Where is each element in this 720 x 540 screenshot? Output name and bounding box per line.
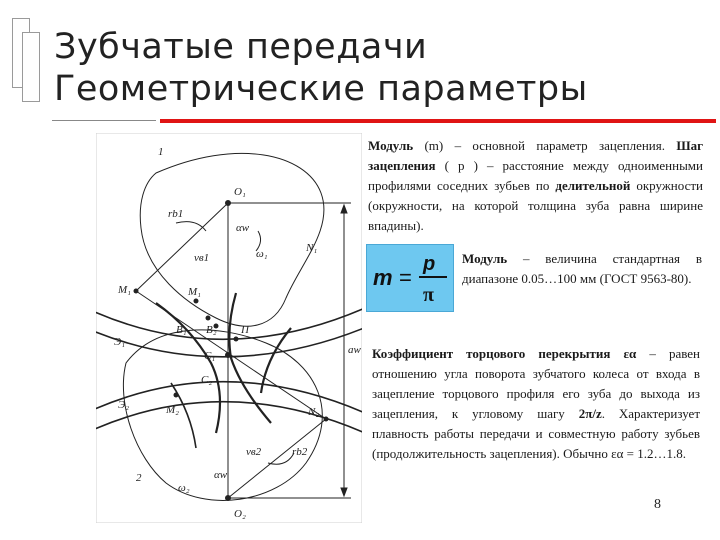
contact-ratio-text-2: . Характеризует плавность работы передачи и совместную работу зубьев (продолжительность зацепления). Обычно bbox=[372, 406, 701, 461]
label-B2: B₂ bbox=[206, 324, 217, 336]
label-aw1: αw bbox=[236, 222, 250, 234]
formula-denominator: π bbox=[423, 284, 434, 306]
pitch-circle-definition: окружности (окружности, на которой толщина зуба равна ширине впадины). bbox=[368, 178, 703, 233]
label-M1b: M₁ bbox=[188, 286, 201, 298]
label-C2: C₂ bbox=[201, 374, 213, 386]
title-line-2: Геометрические параметры bbox=[54, 69, 588, 109]
gear-diagram-svg bbox=[96, 133, 362, 523]
label-E1: Э₁ bbox=[114, 336, 126, 348]
slide-title bbox=[54, 26, 588, 110]
title-line-1: Зубчатые передачи bbox=[54, 27, 428, 67]
contact-ratio-range: = 1.2…1.8. bbox=[623, 446, 686, 461]
label-w1: ω₁ bbox=[256, 248, 268, 260]
label-vb2: νв2 bbox=[246, 446, 262, 458]
paragraph-module-standard bbox=[462, 249, 702, 289]
formula-equals: = bbox=[399, 265, 412, 290]
paragraph-module-pitch bbox=[368, 136, 703, 236]
term-contact-ratio: Коэффициент торцового перекрытия bbox=[372, 346, 611, 361]
title-underline-red bbox=[160, 119, 716, 123]
label-1: 1 bbox=[158, 146, 164, 158]
label-N1: N₁ bbox=[306, 242, 318, 254]
label-O2: O₂ bbox=[234, 508, 246, 520]
label-w2: ω₂ bbox=[178, 482, 190, 494]
label-rb1: rb1 bbox=[168, 208, 184, 220]
label-P: П bbox=[241, 324, 249, 336]
term-pitch: Шаг зацепления bbox=[368, 138, 703, 173]
angular-pitch-formula: 2π/z bbox=[578, 406, 602, 421]
label-aw2: αw bbox=[214, 469, 228, 481]
term-module: Модуль bbox=[368, 138, 414, 153]
label-O1: O₁ bbox=[234, 186, 246, 198]
contact-ratio-text-1: – равен отношению угла поворота зубчатого колеса от входа в зацепление торцового профиля его зуба до выхода из зацепления, к угловому шагу bbox=[372, 346, 701, 421]
label-M1: M₁ bbox=[118, 284, 131, 296]
decorative-box bbox=[22, 32, 40, 102]
formula-numerator: p bbox=[423, 253, 436, 275]
label-vb1: νв1 bbox=[194, 252, 210, 264]
contact-ratio-symbol-2: εα bbox=[611, 446, 624, 461]
gear-mesh-diagram bbox=[96, 133, 362, 523]
label-aw: aw bbox=[348, 344, 361, 356]
formula-svg bbox=[367, 245, 453, 311]
label-2: 2 bbox=[136, 472, 142, 484]
module-definition: (m) – основной параметр зацепления. bbox=[413, 138, 665, 153]
label-C1: C₁ bbox=[204, 350, 216, 362]
label-E2: Э₂ bbox=[118, 399, 130, 411]
label-B1: B₁ bbox=[176, 324, 187, 336]
page-number: 8 bbox=[654, 497, 661, 512]
formula-lhs: m bbox=[373, 265, 393, 290]
label-M2: M₂ bbox=[166, 404, 179, 416]
label-N2: N₂ bbox=[308, 406, 320, 418]
paragraph-contact-ratio bbox=[372, 344, 700, 464]
label-rb2: rb2 bbox=[292, 446, 308, 458]
pitch-definition: ( p ) – расстояние между одноименными профилями соседних зубьев по bbox=[368, 158, 703, 193]
contact-ratio-symbol: εα bbox=[623, 346, 637, 361]
term-pitch-circle: делительной bbox=[555, 178, 631, 193]
module-standard-text: – величина стандартная в диапазоне 0.05…100 мм (ГОСТ 9563-80). bbox=[462, 251, 702, 286]
term-module-2: Модуль bbox=[462, 251, 508, 266]
module-formula bbox=[366, 244, 454, 312]
title-underline-gray bbox=[52, 120, 156, 121]
